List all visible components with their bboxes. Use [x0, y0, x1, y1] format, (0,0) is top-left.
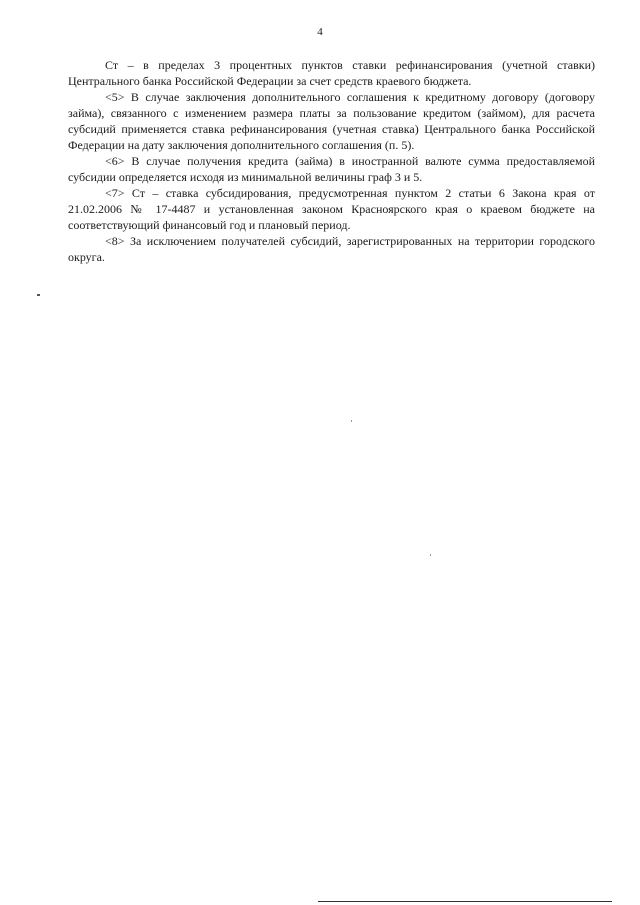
footnote-7: <7> Ст – ставка субсидирования, предусмотренная пунктом 2 статьи 6 Закона края от 21.02.2006 № 17-4487 и установленная законом Красноярского края о краевом бюджете на соответствующий финансовый год и плановый период. [68, 186, 595, 232]
scan-speck [351, 420, 352, 422]
page-number: 4 [317, 26, 323, 38]
footnote-8: <8> За исключением получателей субсидий, зарегистрированных на территории городского округа. [68, 234, 595, 264]
footnote-rate-limit: Ст – в пределах 3 процентных пунктов ставки рефинансирования (учетной ставки) Центрального банка Российской Федерации за счет средств краевого бюджета. [68, 58, 595, 88]
footnote-6: <6> В случае получения кредита (займа) в иностранной валюте сумма предоставляемой субсидии определяется исходя из минимальной величины граф 3 и 5. [68, 154, 595, 184]
scan-edge-line [318, 901, 612, 902]
scan-speck [37, 294, 40, 296]
scan-speck [430, 554, 431, 556]
footnote-5: <5> В случае заключения дополнительного соглашения к кредитному договору (договору займа), связанного с изменением размера платы за пользование кредитом (займом), для расчета субсидий применяется ставка рефинансирования (учетная ставка) Центрального банка Российской Федерации на дату заключения дополнительного соглашения (п. 5). [68, 90, 595, 152]
footnotes-block [68, 57, 595, 265]
